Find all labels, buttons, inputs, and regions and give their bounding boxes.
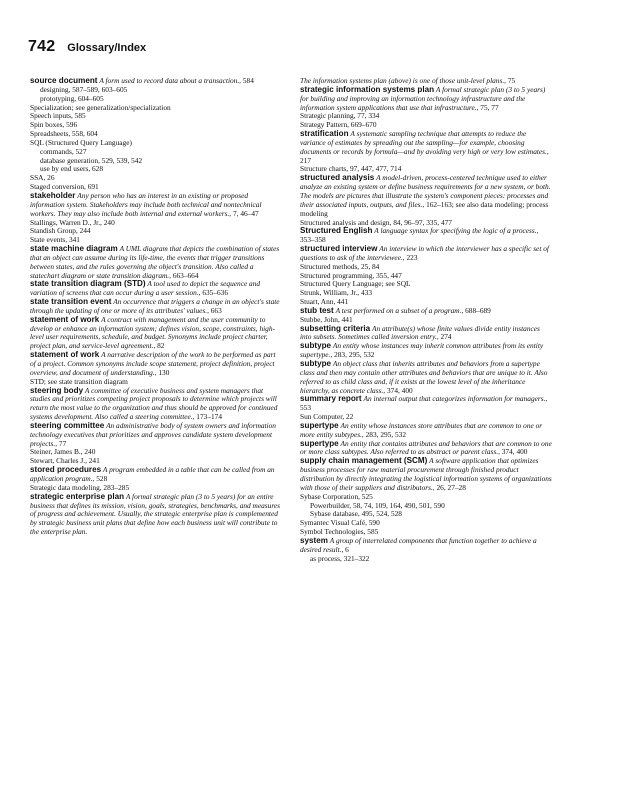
page-header: [28, 38, 146, 62]
index-entry: [30, 351, 282, 378]
term-definition: A model-driven, process-centered technique used to either analyze an existing system or define business requirements for a new system, or both. The models are pictures that illustrate the system's component pieces: processes and their associated inputs, outputs, and files.,: [300, 173, 551, 209]
index-entry: Standish Group, 244: [30, 226, 91, 236]
glossary-term: subtype: [300, 359, 332, 368]
term-definition: A systematic sampling technique that attempts to reduce the variance of estimates by spreading out the sampling—for example, choosing documents or records by formula—and by avoiding very high or very low estimates.,: [300, 129, 549, 156]
page-refs: 6: [345, 544, 349, 554]
term-definition: A tool used to depict the sequence and variation of screens that can occur during a user session.,: [30, 279, 261, 298]
index-entry: SSA, 26: [30, 173, 55, 183]
term-definition: An administrative body of system owners and information technology executives that prioritizes and approves candidate system development projects.,: [30, 420, 276, 448]
index-entry: [30, 316, 282, 351]
index-entry: Strategic planning, 77, 334: [300, 111, 380, 121]
index-entry: Speech inputs, 585: [30, 111, 86, 121]
glossary-term: strategic enterprise plan: [30, 491, 125, 501]
page-refs: 688–689: [465, 305, 491, 315]
page-refs: 173–174: [196, 412, 222, 422]
term-definition: A formal strategic plan (3 to 5 years) for an entire business that defines its mission, vision, goals, strategies, benchmarks, and measures of progress and achievement. Usually, the strategic enterprise plan is complemented by strategic business unit plans that define how each business unit will contribute to the enterprise plan.: [30, 491, 281, 537]
index-entry: Structured Query Language; see SQL: [300, 279, 411, 289]
index-entry: designing, 587–589, 603–605: [40, 84, 128, 94]
index-entry: SQL (Structured Query Language): [30, 137, 132, 147]
page-refs: 283, 295, 532: [334, 350, 375, 360]
index-entry: [300, 86, 552, 113]
glossary-term: source document: [30, 77, 98, 85]
term-definition: A test performed on a subset of a program.,: [335, 305, 464, 315]
glossary-term: Structured English: [300, 226, 373, 236]
index-entry: [30, 192, 282, 219]
index-entry: State events, 341: [30, 235, 80, 245]
term-definition: An interview in which the interviewer has a specific set of questions to ask of the interviewee.,: [300, 244, 549, 262]
index-entry: Specialization; see generalization/specialization: [30, 102, 171, 112]
page-refs: 374, 400: [501, 447, 528, 457]
glossary-term: steering committee: [30, 420, 105, 430]
term-definition: The information systems plan (above) is one of those unit-level plans.,: [300, 77, 507, 85]
page-refs: 663: [210, 305, 222, 315]
term-definition: A program embedded in a table that can be called from an application program.,: [30, 465, 275, 483]
page-refs: 353–358: [300, 235, 326, 245]
glossary-term: supertype: [300, 438, 339, 448]
term-definition: A committee of executive business and system managers that studies and prioritizes competing project proposals to determine which projects will return the most value to the organization and thus should be approved for continued systems development. Also called a steering committee.,: [30, 385, 278, 422]
page-refs: 584: [242, 77, 254, 85]
glossary-term: stratification: [300, 129, 349, 139]
page-refs: 274: [440, 332, 452, 342]
page-refs: 75, 77: [480, 102, 499, 112]
term-definition: A UML diagram that depicts the combination of states that an object can assume during its life-time, the events that trigger transitions between states, and the rules governing the object's transition. Also called a statechart diagram or state transition diagram.,: [30, 244, 280, 280]
page-refs: 635–636: [202, 288, 229, 298]
glossary-term: supply chain management (SCM): [300, 456, 428, 466]
index-entry: Sybase Corporation, 525: [300, 491, 373, 501]
glossary-term: supertype: [300, 420, 339, 430]
page-refs: 77: [58, 438, 67, 448]
glossary-term: stakeholder: [30, 190, 76, 200]
index-entry: [300, 422, 552, 440]
index-entry: Stubbe, John, 441: [300, 314, 353, 324]
index-entry: prototyping, 604–605: [40, 93, 104, 103]
index-entry: STD; see state transition diagram: [30, 376, 128, 386]
index-entry: Spreadsheets, 558, 604: [30, 129, 98, 139]
index-entry: Structured methods, 25, 84: [300, 261, 380, 271]
term-definition: An internal output that categorizes information for managers.,: [363, 394, 548, 404]
index-entry: [30, 493, 282, 537]
page-refs: 374, 400: [386, 385, 413, 395]
index-entry: Sybase database, 495, 524, 528: [310, 509, 402, 519]
glossary-term: state transition diagram (STD): [30, 279, 146, 289]
index-entry: [300, 342, 552, 360]
index-entry: use by end users, 628: [40, 164, 104, 174]
term-definition: An entity whose instances store attributes that are common to one or more entity subtypes.,: [300, 420, 543, 439]
glossary-term: stub test: [300, 305, 334, 315]
term-definition: A software application that optimizes business processes for raw material procurement through finished product distribution by directly integrating the logistical information systems of organizations with those of their suppliers and distributors.,: [300, 456, 552, 492]
glossary-term: statement of work: [30, 350, 100, 360]
glossary-term: structured interview: [300, 244, 378, 254]
index-entry: Stuart, Ann, 441: [300, 297, 349, 307]
page-refs: 7, 46–47: [232, 208, 259, 218]
index-entry: Structured programming, 355, 447: [300, 270, 402, 280]
index-entry: [30, 422, 282, 449]
page-refs: 130: [158, 367, 170, 377]
index-entry: database generation, 529, 539, 542: [40, 155, 143, 165]
term-definition: An object class that inherits attributes and behaviors from a supertype class and then may contain other attributes and behaviors that are unique to it. Also referred to as child class and, if it exists at the lowest level of the inheritance hierarchy, as concrete class.,: [300, 359, 548, 395]
index-entry: Strategy Pattern, 669–670: [300, 120, 377, 130]
glossary-term: subtype: [300, 341, 332, 351]
left-column: [30, 77, 282, 789]
running-head: Glossary/Index: [67, 42, 147, 54]
index-entry: [300, 537, 552, 555]
term-definition: Any person who has an interest in an existing or proposed information system. Stakeholders may include both technical and nontechnical workers. They may also include both internal and external workers.,: [30, 190, 262, 218]
index-entry: [300, 325, 552, 343]
index-entry: Strunk, William, Jr., 433: [300, 288, 372, 298]
term-definition: A form used to record data about a transaction.,: [99, 77, 242, 85]
index-entry: Symantec Visual Café, 590: [300, 518, 380, 528]
index-entry: [300, 245, 552, 263]
term-definition: An occurrence that triggers a change in an object's state through the updating of one or more of its attributes' values.,: [30, 297, 280, 315]
index-entry: Spin boxes, 596: [30, 120, 78, 130]
page-refs: 217: [300, 155, 312, 165]
index-entry: [300, 130, 552, 165]
glossary-term: steering body: [30, 385, 84, 395]
page-refs: 553: [300, 403, 312, 413]
index-entry: Steiner, James B., 240: [30, 447, 96, 457]
index-entry: [300, 457, 552, 492]
index-entry: [300, 227, 552, 245]
index-entry: [300, 360, 552, 395]
glossary-term: subsetting criteria: [300, 323, 371, 333]
index-entry: Strategic data modeling, 283–285: [30, 482, 130, 492]
term-definition: A contract with management and the user community to develop or enhance an information system; defines vision, scope, constraints, high-level user requirements, schedule, and budget. Synonyms include project charter, project plan, and service-level agreement.,: [30, 314, 275, 351]
term-definition: A language syntax for specifying the logic of a process.,: [374, 226, 539, 236]
index-entry: [30, 245, 282, 280]
glossary-term: state transition event: [30, 297, 112, 307]
index-entry: Structured analysis and design, 84, 96–97, 335, 477: [300, 217, 452, 227]
glossary-term: stored procedures: [30, 465, 102, 475]
page-refs: 162–163; see also data modeling; process modeling: [300, 199, 549, 218]
page-number: 742: [28, 38, 56, 55]
term-definition: A group of interrelated components that function together to achieve a desired result.,: [300, 535, 537, 554]
page-refs: 283, 295, 532: [365, 429, 407, 439]
index-entry: Sun Computer, 22: [300, 412, 354, 422]
glossary-term: structured analysis: [300, 173, 375, 183]
index-entry: [300, 174, 552, 218]
glossary-term: system: [300, 535, 328, 545]
index-entry: [30, 387, 282, 422]
index-entry: [300, 395, 552, 413]
glossary-term: strategic information systems plan: [300, 84, 435, 94]
glossary-term: summary report: [300, 394, 362, 404]
index-entry: [30, 298, 282, 316]
index-entry: [300, 440, 552, 458]
page-refs: 26, 27–28: [436, 482, 466, 492]
index-entry: commands, 527: [40, 146, 87, 156]
index-entry: as process, 321–322: [310, 553, 370, 563]
index-entry: [30, 280, 282, 298]
glossary-term: state machine diagram: [30, 244, 118, 254]
index-entry: [30, 466, 282, 484]
page-refs: 223: [406, 252, 418, 262]
index-entry: Stewart, Charles J., 241: [30, 456, 100, 466]
index-entry: Stallings, Warren D., Jr., 240: [30, 217, 115, 227]
glossary-term: statement of work: [30, 314, 100, 324]
term-definition: An entity that contains attributes and behaviors that are common to one or more class subtypes. Also referred to as abstract or parent class.,: [300, 438, 552, 457]
term-definition: A formal strategic plan (3 to 5 years) for building and improving an information technology infrastructure and the information system applications that use that infrastructure.,: [300, 84, 546, 112]
page-refs: 663–664: [172, 270, 199, 280]
index-entry: Structure charts, 97, 447, 477, 714: [300, 164, 402, 174]
page-refs: 75: [507, 77, 516, 85]
page-refs: 82: [157, 341, 165, 351]
page-refs: 528: [96, 473, 108, 483]
index-entry: Symbol Technologies, 585: [300, 527, 379, 537]
index-entry: Staged conversion, 691: [30, 182, 99, 192]
term-definition: A narrative description of the work to be performed as part of a project. Common synonyms include scope statement, project definition, project overview, and document of understanding.,: [30, 350, 276, 377]
index-entry: Powerbuilder, 58, 74, 109, 164, 490, 501, 590: [310, 500, 445, 510]
right-column: [300, 77, 552, 789]
term-definition: An entity whose instances may inherit common attributes from its entity supertype.,: [300, 341, 544, 360]
term-definition: An attribute(s) whose finite values divide entity instances into subsets. Sometimes called inversion entry.,: [300, 323, 540, 342]
